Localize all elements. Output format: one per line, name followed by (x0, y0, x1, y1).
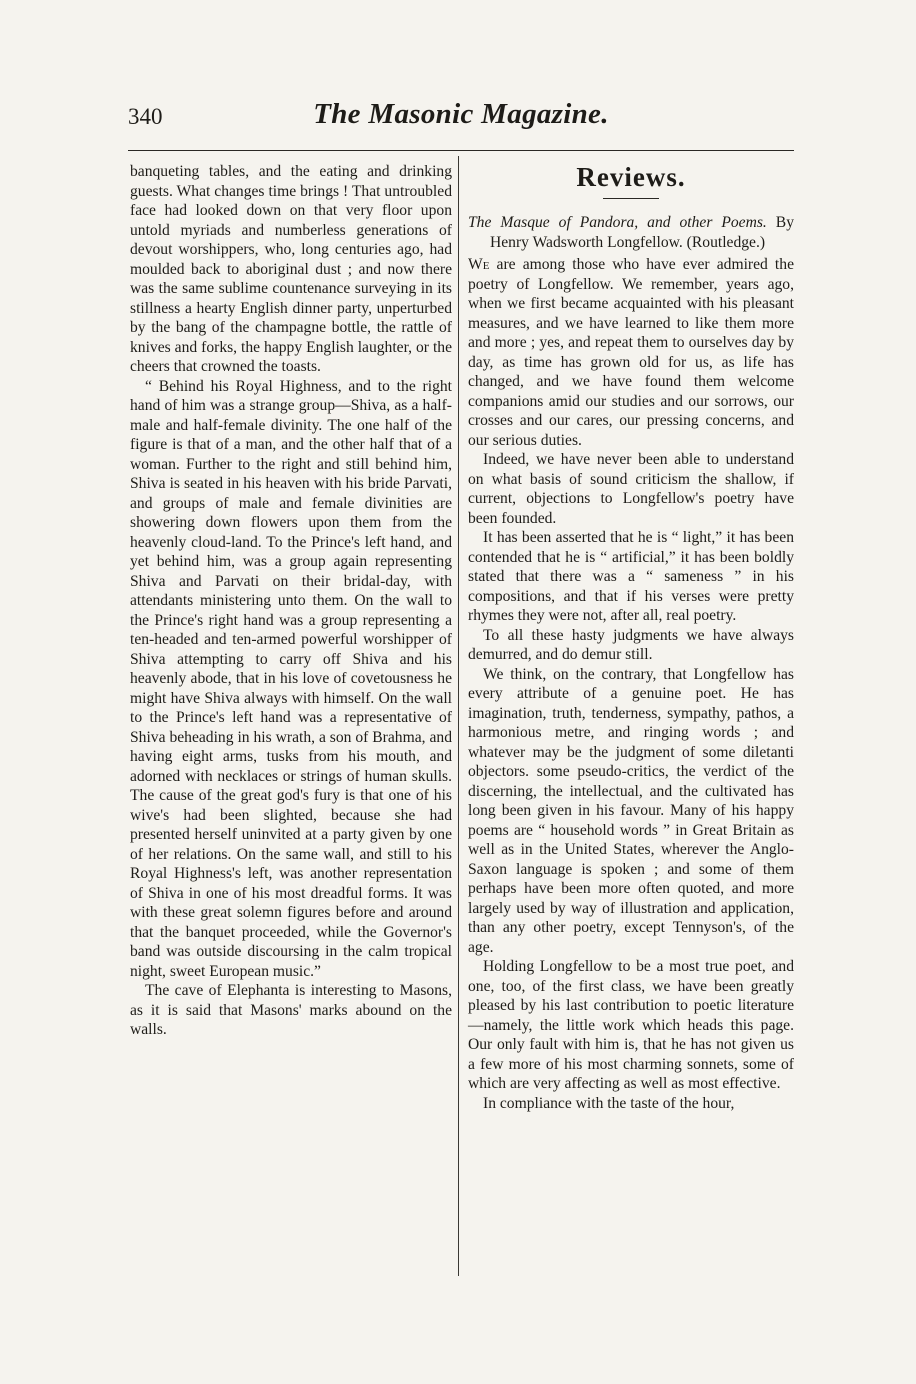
page-number: 340 (128, 104, 163, 129)
drop-word: We (468, 256, 490, 273)
right-column (468, 162, 794, 1113)
book-title: The Masque of Pandora, and other Poems. (468, 214, 767, 231)
book-author: By Henry Wadsworth Longfellow. (490, 214, 794, 251)
left-paragraph: “ Behind his Royal Highness, and to the right hand of him was a strange group—Shiva, as a half-male and half-female divinity. The one half of the figure is that of a man, and the other half that of a woman. Further to the right and still behind him, Shiva is seated in his heaven with his bride Parvati, and groups of male and female divinities are showering down flowers upon them from the heavenly cloud-land. To the Prince's left hand, and yet behind him, was a group again representing Shiva and Parvati on their bridal-day, with attendants ministering unto them. On the wall to the Prince's right hand was a group representing a ten-headed and ten-armed powerful worshipper of Shiva attempting to carry off Shiva and his heavenly abode, that in his love of covetousness he might have Shiva always with himself. On the wall to the Prince's left hand was a representative of Shiva beheading in his wrath, a son of Brahma, and having eight arms, tusks from his mouth, and adorned with necklaces or strings of human skulls. The cause of the great god's fury is that one of his wive's had been slighted, because she had presented herself uninvited at a party given by one of her relations. On the same wall, and still to his Royal Highness's left, was another representation of Shiva in one of his most dreadful forms. It was with these great solemn figures before and around that the banquet proceeded, while the Governor's band was outside discoursing in the calm tropical night, sweet European music.” (130, 377, 452, 980)
left-paragraph: banqueting tables, and the eating and drinking guests. What changes time brings ! That untroubled face had looked down on that very floor upon untold myriads and numberless generations of devout worshippers, who, long centuries ago, had moulded back to aboriginal dust ; and now there was the same sublime countenance surveying in its stillness a hearty English dinner party, unperturbed by the bang of the champagne bottle, the rattle of knives and forks, the happy English laughter, or the cheers that crowned the toasts. (130, 163, 452, 375)
right-paragraph: To all these hasty judgments we have always demurred, and do demur still. (468, 626, 794, 663)
right-paragraph: Holding Longfellow to be a most true poet, and one, too, of the first class, we have been greatly pleased by his last contribution to poetic literature—namely, the little work which heads this page. Our only fault with him is, that he has not given us a few more of his most charming sonnets, some of which are very affecting as well as most effective. (468, 958, 794, 1092)
header-rule (128, 150, 794, 151)
running-title: The Masonic Magazine. (313, 98, 609, 130)
book-publisher: (Routledge.) (686, 233, 766, 251)
right-paragraph: It has been asserted that he is “ light,” it has been contended that he is “ artificial,” it has been boldly stated that there was a “ sameness ” in his compositions, and that if his verses were pretty rhymes they were not, after all, real poetry. (468, 529, 794, 624)
right-paragraph: We think, on the contrary, that Longfellow has every attribute of a genuine poet. He has imagination, truth, tenderness, sympathy, pathos, a harmonious metre, and ringing words ; and whatever may be the judgment of some diletanti objectors. some pseudo-critics, the verdict of the discerning, the intellectual, and the cultivated has long been given in his favour. Many of his happy poems are “ household words ” in Great Britain as well as in the United States, wherever the Anglo-Saxon language is spoken ; and some of them perhaps have been more often quoted, and more largely used by way of illustration and application, than any other poetry, except Tennyson's, of the age. (468, 665, 794, 956)
right-paragraph: We are among those who have ever admired the poetry of Longfellow. We remember, years ago, when we first became acquainted with his pleasant measures, and we have learned to like them more and more ; yes, and repeat them to ourselves day by day, as time has grown old for us, as life has changed, and we have found them welcome companions amid our studies and our sorrows, our crosses and our cares, our pressing concerns, and our serious duties. (468, 256, 794, 449)
title-rule (603, 198, 659, 199)
column-divider (458, 156, 459, 1276)
left-column (130, 162, 452, 1040)
left-paragraph: The cave of Elephanta is interesting to Masons, as it is said that Masons' marks abound on the walls. (130, 982, 452, 1038)
right-paragraph: Indeed, we have never been able to understand on what basis of sound criticism the shallow, if current, objections to Longfellow's poetry have been founded. (468, 451, 794, 527)
book-reference (468, 213, 794, 252)
right-paragraph: In compliance with the taste of the hour, (483, 1094, 735, 1112)
page-header (128, 96, 794, 136)
section-title: Reviews. (576, 162, 686, 192)
